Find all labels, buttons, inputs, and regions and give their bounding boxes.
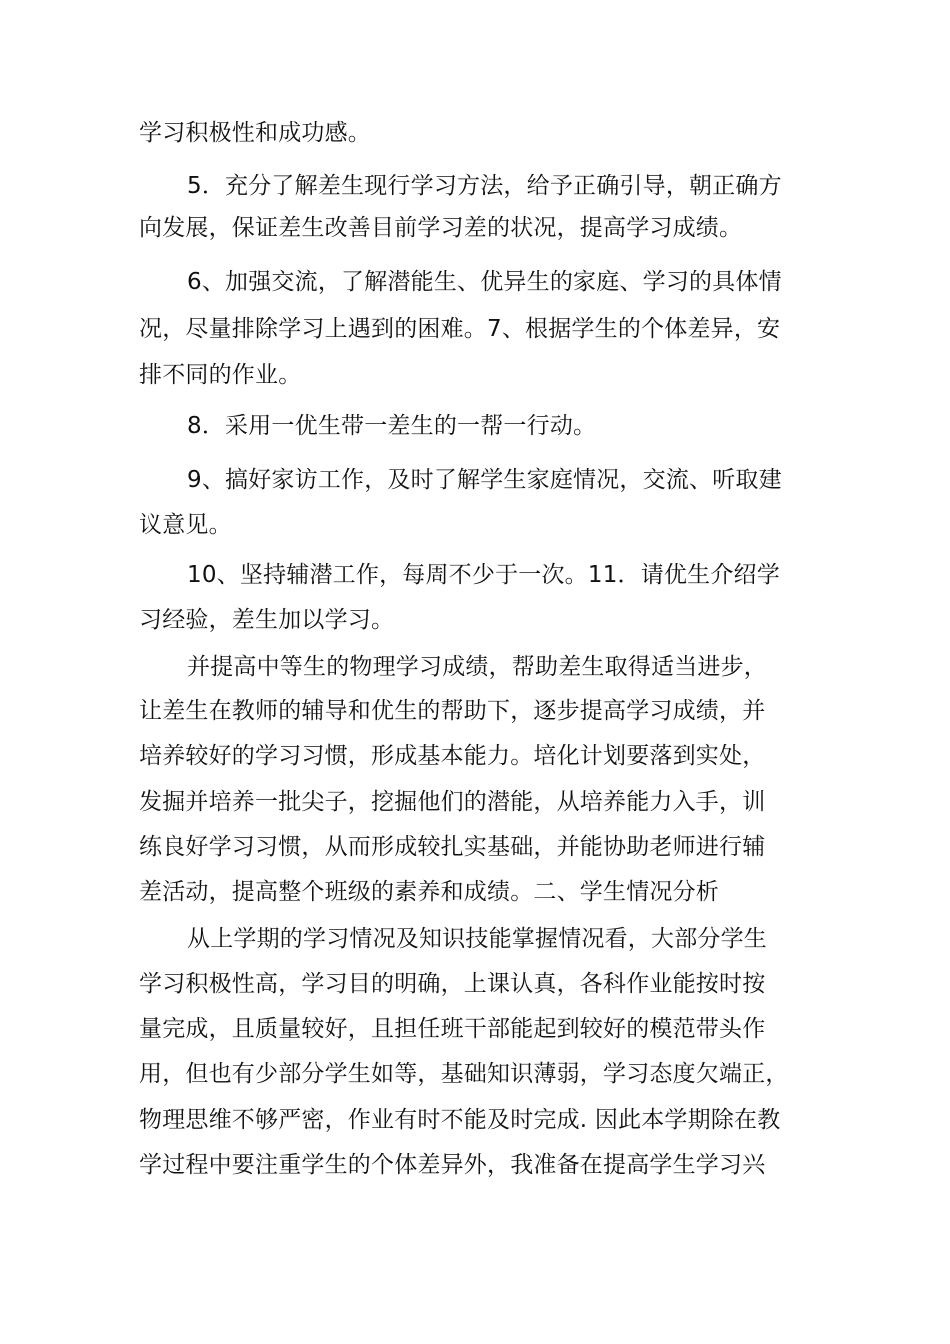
text-line: 发掘并培养一批尖子，挖掘他们的潜能，从培养能力入手，训 xyxy=(139,789,766,815)
text-line: 习经验，差生加以学习。 xyxy=(139,607,395,633)
text-line: 排不同的作业。 xyxy=(139,362,302,388)
text-line: 学习积极性和成功感。 xyxy=(139,120,371,146)
text-line: 向发展，保证差生改善目前学习差的状况，提高学习成绩。 xyxy=(139,215,743,241)
text-line: 况，尽量排除学习上遇到的困难。7、根据学生的个体差异，安 xyxy=(139,316,781,342)
text-line: 量完成，且质量较好，且担任班干部能起到较好的模范带头作 xyxy=(139,1016,766,1042)
text-line: 差活动，提高整个班级的素养和成绩。二、学生情况分析 xyxy=(139,879,719,905)
text-line: 10、坚持辅潜工作，每周不少于一次。11．请优生介绍学 xyxy=(187,562,780,588)
text-line: 9、搞好家访工作，及时了解学生家庭情况，交流、听取建 xyxy=(187,467,782,493)
text-line: 并提高中等生的物理学习成绩，帮助差生取得适当进步， xyxy=(187,654,767,680)
text-line: 用，但也有少部分学生如等，基础知识薄弱，学习态度欠端正， xyxy=(139,1061,789,1087)
text-line: 5．充分了解差生现行学习方法，给予正确引导，朝正确方 xyxy=(187,173,782,199)
text-line: 让差生在教师的辅导和优生的帮助下，逐步提高学习成绩，并 xyxy=(139,698,766,724)
text-line: 议意见。 xyxy=(139,512,232,538)
text-line: 学过程中要注重学生的个体差异外，我准备在提高学生学习兴 xyxy=(139,1152,766,1178)
text-line: 6、加强交流，了解潜能生、优异生的家庭、学习的具体情 xyxy=(187,269,782,295)
text-line: 学习积极性高，学习目的明确，上课认真，各科作业能按时按 xyxy=(139,971,766,997)
text-line: 从上学期的学习情况及知识技能掌握情况看，大部分学生 xyxy=(187,926,767,952)
text-line: 物理思维不够严密，作业有时不能及时完成. 因此本学期除在教 xyxy=(139,1107,781,1133)
text-line: 练良好学习习惯，从而形成较扎实基础，并能协助老师进行辅 xyxy=(139,834,766,860)
text-line: 8．采用一优生带一差生的一帮一行动。 xyxy=(187,413,597,439)
text-line: 培养较好的学习习惯，形成基本能力。培化计划要落到实处， xyxy=(139,743,766,769)
